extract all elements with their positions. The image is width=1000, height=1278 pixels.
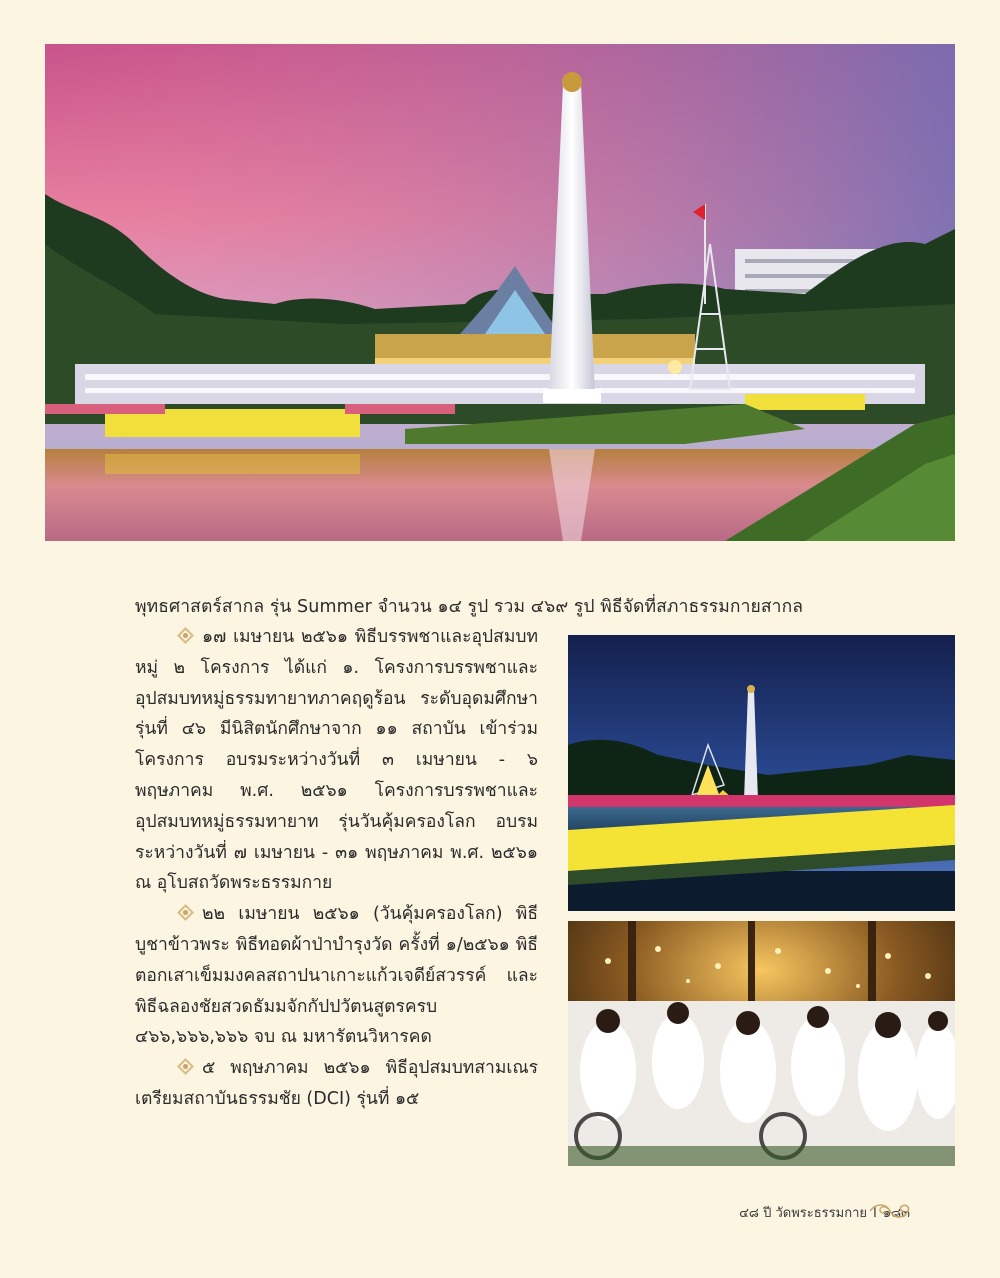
paragraph-novice: [135, 1053, 538, 1115]
photo-pillar-night-banner: [568, 635, 955, 911]
paragraph-text: ๒๒ เมษายน ๒๕๖๑ (วันคุ้มครองโลก) พิธีบูชาข้าวพระ พิธีทอดผ้าป่าบำรุงวัด ครั้งที่ ๑/๒๕๖๑ พิธีตอกเสาเข็มมงคลสถาปนาเกาะแก้วเจดีย์สวรรค์ และพิธีฉลองชัยสวดธัมมจักกัปปวัตนสูตรครบ ๔๖๖,๖๖๖,๖๖๖ จบ ณ มหารัตนวิหารคด: [135, 904, 538, 1048]
diamond-flower-icon: [177, 1058, 194, 1075]
page-number: ๑๘๓: [882, 1206, 910, 1221]
paragraph-text: ๑๗ เมษายน ๒๕๖๑ พิธีบรรพชาและอุปสมบทหมู่ ๒ โครงการ ได้แก่ ๑. โครงการบรรพชาและอุปสมบทหมู่ธรรมทายาทภาคฤดูร้อน ระดับอุดมศึกษา รุ่นที่ ๔๖ มีนิสิตนักศึกษาจาก ๑๑ สถาบัน เข้าร่วมโครงการ อบรมระหว่างวันที่ ๓ เมษายน - ๖ พฤษภาคม พ.ศ. ๒๕๖๑ โครงการบรรพชาและอุปสมบทหมู่ธรรมทายาท รุ่นวันคุ้มครองโลก อบรมระหว่างวันที่ ๗ เมษายน - ๓๑ พฤษภาคม พ.ศ. ๒๕๖๑ ณ อุโบสถวัดพระธรรมกาย: [135, 627, 538, 894]
swirl-ornament-icon: [868, 1200, 912, 1222]
paragraph-earth-day: [135, 899, 538, 1053]
photo-crowd-white-clothes: [568, 921, 955, 1166]
diamond-flower-icon: [177, 904, 194, 921]
paragraph-text: ๕ พฤษภาคม ๒๕๖๑ พิธีอุปสมบทสามเณรเตรียมสถาบันธรรมชัย (DCI) รุ่นที่ ๑๕: [135, 1058, 538, 1109]
footer-separator: I: [872, 1206, 877, 1221]
paragraph-ordination: [135, 622, 538, 899]
lead-text-line: พุทธศาสตร์สากล รุ่น Summer จำนวน ๑๔ รูป รวม ๔๖๙ รูป พิธีจัดที่สภาธรรมกายสากล: [135, 597, 804, 617]
diamond-flower-icon: [177, 627, 194, 644]
footer-book-title: ๔๘ ปี วัดพระธรรมกาย: [739, 1206, 867, 1221]
text-column: [135, 622, 538, 1115]
photo-pillar-sunset: [45, 44, 955, 541]
